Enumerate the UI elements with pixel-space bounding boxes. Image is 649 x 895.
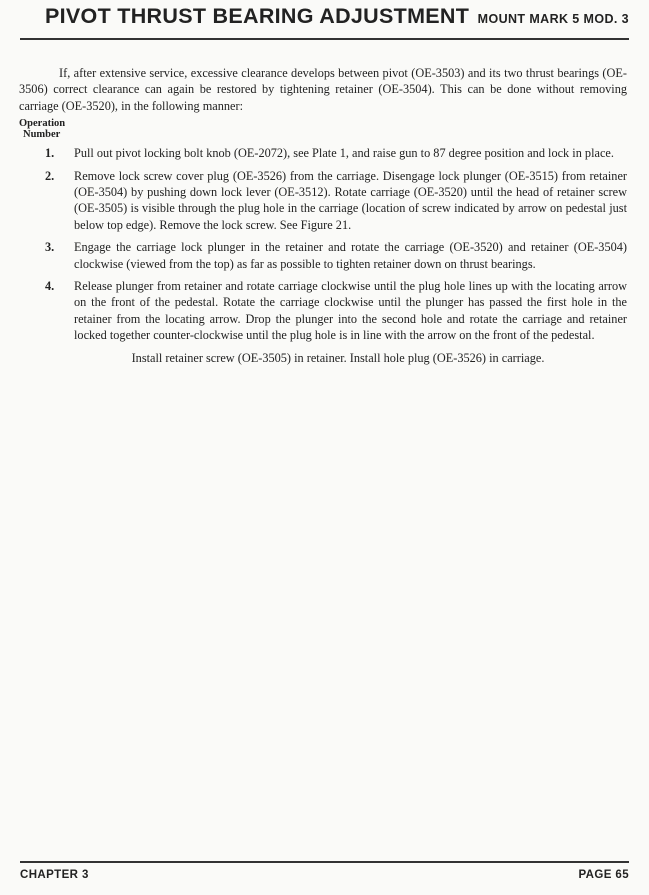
step-item <box>19 145 627 161</box>
operation-label-line1: Operation <box>19 118 66 130</box>
step-number: 3. <box>45 240 55 255</box>
step-item <box>19 168 627 234</box>
chapter-label: CHAPTER 3 <box>20 869 89 881</box>
operation-label-line2: Number <box>23 129 61 141</box>
step-number: 2. <box>45 168 55 183</box>
page-header <box>20 4 629 40</box>
step-item <box>19 278 627 344</box>
page-footer <box>20 861 629 881</box>
step-number: 1. <box>45 146 55 161</box>
operation-number-label <box>19 118 627 140</box>
step-text: Release plunger from retainer and rotate carriage clockwise until the plug hole lines up with the locating arrow on the front of the pedestal. Rotate the carriage clockwise until the plunger has passed the first hole in the retainer from the locating arrow. Drop the plunger into the second hole and rotate the carriage and retainer locked together counter-clockwise until the plug hole is in line with the arrow on the front of the pedestal. <box>74 279 627 343</box>
page-title: PIVOT THRUST BEARING ADJUSTMENT <box>45 4 470 28</box>
page-number: PAGE 65 <box>578 869 629 881</box>
intro-paragraph: If, after extensive service, excessive clearance develops between pivot (OE-3503) and its two thrust bearings (OE-3506) correct clearance can again be restored by tightening retainer (OE-3504). This can be done without removing carriage (OE-3520), in the following manner: <box>19 66 627 113</box>
step-number: 4. <box>45 279 55 294</box>
document-body <box>19 65 627 378</box>
step-item <box>19 239 627 272</box>
closing-instruction: Install retainer screw (OE-3505) in retainer. Install hole plug (OE-3526) in carriage. <box>131 350 545 365</box>
page-subtitle: MOUNT MARK 5 MOD. 3 <box>477 12 629 26</box>
step-text: Engage the carriage lock plunger in the retainer and rotate the carriage (OE-3520) and retainer (OE-3504) clockwise (viewed from the top) as far as possible to tighten retainer down on thrust bearings. <box>74 240 627 271</box>
step-text: Remove lock screw cover plug (OE-3526) from the carriage. Disengage lock plunger (OE-3515) from retainer (OE-3504) by pushing down lock lever (OE-3512). Rotate carriage (OE-3520) until the head of retainer screw (OE-3505) is visible through the plug hole in the carriage (location of screw indicated by arrow on pedestal just below top edge). Remove the lock screw. See Figure 21. <box>74 168 627 232</box>
step-text: Pull out pivot locking bolt knob (OE-2072), see Plate 1, and raise gun to 87 degree position and lock in place. <box>74 146 614 161</box>
